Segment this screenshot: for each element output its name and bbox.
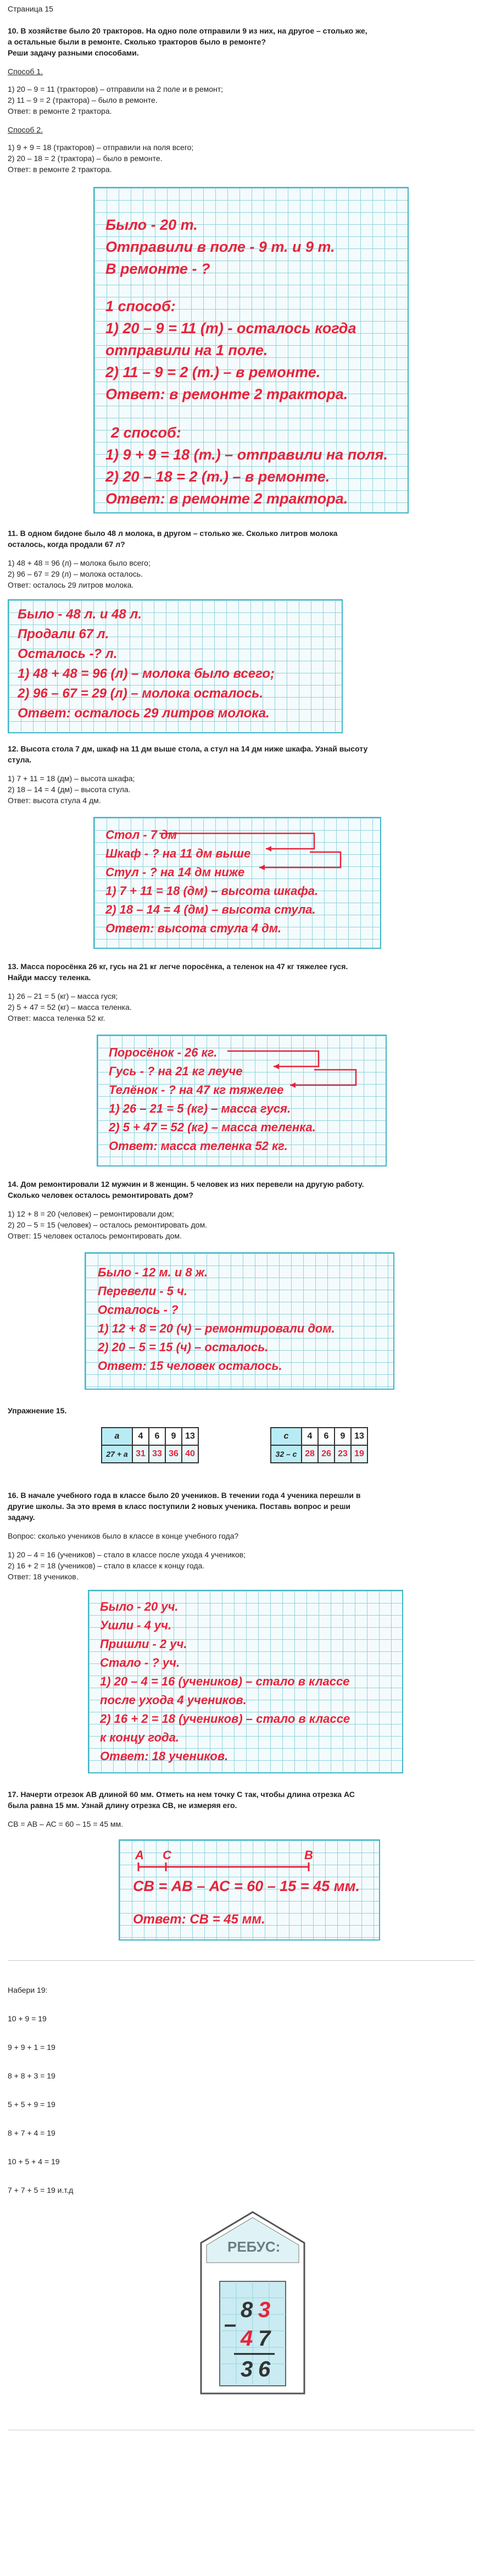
task17-notebook-grid: [119, 1839, 380, 1941]
task13-question-line1: 13. Масса поросёнка 26 кг, гусь на 21 кг легче поросёнка, а теленок на 47 кг тяжелее гуся.: [8, 962, 348, 971]
table-cell: 13: [351, 1428, 367, 1445]
task11-hw-line: Было - 48 л. и 48 л.: [18, 607, 142, 622]
table-answer-cell: 19: [351, 1445, 367, 1463]
rebus-title: РЕБУС:: [227, 2238, 281, 2255]
table-cell: 4: [132, 1428, 149, 1445]
extra-title: Набери 19:: [8, 1986, 48, 1994]
table-head-cell: c: [271, 1428, 302, 1445]
task14-hw-line: Осталось - ?: [98, 1303, 179, 1317]
task10-hw-line: 2 способ:: [111, 424, 181, 441]
exercise15-title: Упражнение 15.: [8, 1406, 67, 1415]
extra-line: 8 + 8 + 3 = 19: [8, 2071, 55, 2080]
exercise15-table-c: [270, 1427, 368, 1463]
task16-posed-question: Вопрос: сколько учеников было в классе в конце учебного года?: [8, 1532, 239, 1540]
task11-hw-line: 2) 96 – 67 = 29 (л) – молока осталось.: [18, 686, 264, 701]
task16-hw-line: к концу года.: [100, 1731, 179, 1744]
task12-question-line1: 12. Высота стола 7 дм, шкаф на 11 дм выше стола, а стул на 14 дм ниже шкафа. Узнай высоту: [8, 744, 368, 753]
task13-arrows: [98, 1036, 386, 1165]
task10-hw-line: 2) 11 – 9 = 2 (т.) – в ремонте.: [105, 364, 321, 380]
task16-hw-line: после ухода 4 учеников.: [100, 1693, 247, 1707]
point-b-label: В: [304, 1848, 313, 1862]
task16-answer: Ответ: 18 учеников.: [8, 1572, 79, 1581]
task10-method2-step1: 1) 9 + 9 = 18 (тракторов) – отправили на поля всего;: [8, 143, 194, 152]
task10-hw-line: Было - 20 т.: [105, 217, 198, 233]
task12-notebook-grid: [93, 817, 381, 949]
task10-notebook-grid: [93, 187, 409, 513]
task10-method1-title: Способ 1.: [8, 67, 43, 76]
task13-hw-line: 2) 5 + 47 = 52 (кг) – масса теленка.: [109, 1120, 316, 1134]
table-cell: 9: [335, 1428, 351, 1445]
rebus-digit-answer: 4: [241, 2326, 253, 2351]
task12-hw-line: 1) 7 + 11 = 18 (дм) – высота шкафа.: [105, 884, 319, 898]
task11-hw-line: Ответ: осталось 29 литров молока.: [18, 706, 270, 721]
task17-formula: СВ = АВ – АС = 60 – 15 = 45 мм.: [8, 1820, 124, 1828]
task10-method2-title: Способ 2.: [8, 125, 43, 134]
task10-hw-line: В ремонте - ?: [105, 261, 210, 277]
task16-hw-line: Ушли - 4 уч.: [100, 1618, 172, 1632]
table-cell: 6: [318, 1428, 335, 1445]
table-answer-cell: 26: [318, 1445, 335, 1463]
task16-question-line1: 16. В начале учебного года в классе было 20 учеников. В течении года 4 ученика перешли в: [8, 1491, 361, 1500]
task10-method1-answer: Ответ: в ремонте 2 трактора.: [8, 107, 112, 115]
task10-hw-line: Ответ: в ремонте 2 трактора.: [105, 386, 348, 402]
task13-notebook-grid: [97, 1035, 387, 1167]
task16-step1: 1) 20 – 4 = 16 (учеников) – стало в классе после ухода 4 учеников;: [8, 1550, 246, 1559]
rebus-digit-answer: 3: [258, 2298, 271, 2322]
extra-line: 10 + 5 + 4 = 19: [8, 2157, 60, 2166]
task10-hw-line: 1) 20 – 9 = 11 (т) - осталось когда: [105, 320, 356, 336]
table-answer-cell: 36: [165, 1445, 182, 1463]
task14-question-line1: 14. Дом ремонтировали 12 мужчин и 8 женщин. 5 человек из них перевели на другую работу.: [8, 1180, 364, 1189]
rebus-house: [198, 2210, 308, 2397]
task12-hw-line: Стол - 7 дм: [105, 828, 177, 842]
table-cell: 6: [149, 1428, 165, 1445]
table-row-label: 27 + a: [102, 1445, 132, 1463]
task16-question-line3: задачу.: [8, 1513, 35, 1522]
table-head-cell: a: [102, 1428, 132, 1445]
task13-hw-line: Гусь - ? на 21 кг леуче: [109, 1064, 243, 1078]
extra-line: 9 + 9 + 1 = 19: [8, 2043, 55, 2052]
task11-step2: 2) 96 – 67 = 29 (л) – молока осталось.: [8, 570, 143, 578]
task16-hw-line: 2) 16 + 2 = 18 (учеников) – стало в классе: [100, 1712, 350, 1726]
task12-question-line2: стула.: [8, 755, 32, 764]
rebus-digit: 8: [241, 2298, 253, 2322]
point-a-label: А: [135, 1848, 144, 1862]
table-answer-cell: 33: [149, 1445, 165, 1463]
task11-answer: Ответ: осталось 29 литров молока.: [8, 581, 134, 589]
task10-hw-line: 2) 20 – 18 = 2 (т.) – в ремонте.: [105, 468, 330, 485]
task13-question-line2: Найди массу теленка.: [8, 973, 91, 982]
task17-question-line1: 17. Начерти отрезок АВ длиной 60 мм. Отметь на нем точку С так, чтобы длина отрезка АС: [8, 1790, 355, 1799]
task16-hw-line: Ответ: 18 учеников.: [100, 1749, 229, 1763]
task12-step2: 2) 18 – 14 = 4 (дм) – высота стула.: [8, 785, 131, 794]
task16-hw-line: Было - 20 уч.: [100, 1600, 179, 1613]
task10-hw-line: 1) 9 + 9 = 18 (т.) – отправили на поля.: [105, 446, 388, 463]
task13-hw-line: Ответ: масса теленка 52 кг.: [109, 1139, 288, 1153]
table-answer-cell: 23: [335, 1445, 351, 1463]
task14-question-line2: Сколько человек осталось ремонтировать дом?: [8, 1191, 193, 1199]
task16-notebook-grid: [88, 1590, 403, 1773]
table-row-label: 32 – c: [271, 1445, 302, 1463]
task16-step2: 2) 16 + 2 = 18 (учеников) – стало в классе к концу года.: [8, 1561, 205, 1570]
task10-method2-step2: 2) 20 – 18 = 2 (трактора) – было в ремонте.: [8, 154, 163, 163]
task10-method2-answer: Ответ: в ремонте 2 трактора.: [8, 165, 112, 174]
extra-line: 5 + 5 + 9 = 19: [8, 2100, 55, 2109]
task14-hw-line: 2) 20 – 5 = 15 (ч) – осталось.: [98, 1340, 269, 1354]
task12-arrows: [94, 818, 380, 948]
task16-hw-line: Стало - ? уч.: [100, 1656, 180, 1670]
task10-question-line3: Реши задачу разными способами.: [8, 48, 139, 57]
task11-notebook-grid: [8, 599, 343, 733]
rebus-minus: –: [224, 2312, 237, 2336]
section-divider: [8, 1960, 475, 1961]
extra-line: 8 + 7 + 4 = 19: [8, 2129, 55, 2137]
task13-hw-line: 1) 26 – 21 = 5 (кг) – масса гуся.: [109, 1102, 291, 1115]
rebus-digit: 7: [258, 2326, 271, 2351]
task12-hw-line: Стул - ? на 14 дм ниже: [105, 865, 245, 879]
task12-answer: Ответ: высота стула 4 дм.: [8, 796, 101, 805]
task13-hw-line: Телёнок - ? на 47 кг тяжелее: [109, 1083, 284, 1097]
task11-step1: 1) 48 + 48 = 96 (л) – молока было всего;: [8, 559, 151, 567]
task16-hw-line: 1) 20 – 4 = 16 (учеников) – стало в классе: [100, 1674, 350, 1688]
task10-hw-line: Отправили в поле - 9 т. и 9 т.: [105, 239, 335, 255]
task13-hw-line: Поросёнок - 26 кг.: [109, 1046, 218, 1059]
task11-question-line2: осталось, когда продали 67 л?: [8, 540, 125, 549]
task14-step1: 1) 12 + 8 = 20 (человек) – ремонтировали дом;: [8, 1209, 174, 1218]
extra-line: 10 + 9 = 19: [8, 2014, 47, 2023]
task11-question-line1: 11. В одном бидоне было 48 л молока, в другом – столько же. Сколько литров молока: [8, 529, 338, 538]
table-cell: 13: [182, 1428, 198, 1445]
task10-method1-step1: 1) 20 – 9 = 11 (тракторов) – отправили на 2 поле и в ремонт;: [8, 85, 224, 93]
task16-question-line2: другие школы. За это время в класс поступили 2 новых ученика. Поставь вопрос и реши: [8, 1502, 350, 1511]
task16-hw-line: Пришли - 2 уч.: [100, 1637, 187, 1651]
rebus-digit: 3: [241, 2357, 253, 2381]
task14-hw-line: Ответ: 15 человек осталось.: [98, 1359, 282, 1373]
table-answer-cell: 31: [132, 1445, 149, 1463]
task13-step1: 1) 26 – 21 = 5 (кг) – масса гуся;: [8, 992, 118, 1000]
extra-line: 7 + 7 + 5 = 19 и.т.д: [8, 2186, 74, 2194]
task12-hw-line: Шкаф - ? на 11 дм выше: [105, 847, 251, 860]
table-answer-cell: 28: [302, 1445, 318, 1463]
task13-step2: 2) 5 + 47 = 52 (кг) – масса теленка.: [8, 1003, 132, 1011]
rebus-digit: 6: [258, 2357, 271, 2381]
task10-method1-step2: 2) 11 – 9 = 2 (трактора) – было в ремонте.: [8, 96, 158, 104]
page-title: Страница 15: [8, 4, 53, 13]
table-cell: 9: [165, 1428, 182, 1445]
exercise15-table-a: [101, 1427, 199, 1463]
table-cell: 4: [302, 1428, 318, 1445]
task12-step1: 1) 7 + 11 = 18 (дм) – высота шкафа;: [8, 774, 135, 783]
task17-question-line2: была равна 15 мм. Узнай длину отрезка СВ, не измеряя его.: [8, 1801, 237, 1810]
task11-hw-line: Продали 67 л.: [18, 627, 109, 642]
task14-hw-line: Было - 12 м. и 8 ж.: [98, 1265, 208, 1279]
task14-hw-line: Перевели - 5 ч.: [98, 1284, 187, 1298]
task17-hw-line: Ответ: СВ = 45 мм.: [133, 1912, 265, 1927]
task14-step2: 2) 20 – 5 = 15 (человек) – осталось ремонтировать дом.: [8, 1220, 207, 1229]
point-c-label: С: [163, 1848, 171, 1862]
task10-question-line1: 10. В хозяйстве было 20 тракторов. На одно поле отправили 9 из них, на другое – столько же,: [8, 26, 367, 35]
table-answer-cell: 40: [182, 1445, 198, 1463]
task10-hw-line: Ответ: в ремонте 2 трактора.: [105, 490, 348, 507]
task14-hw-line: 1) 12 + 8 = 20 (ч) – ремонтировали дом.: [98, 1322, 335, 1335]
task10-hw-line: отправили на 1 поле.: [105, 342, 268, 358]
task11-hw-line: 1) 48 + 48 = 96 (л) – молока было всего;: [18, 666, 275, 681]
task12-hw-line: 2) 18 – 14 = 4 (дм) – высота стула.: [105, 903, 316, 916]
task14-answer: Ответ: 15 человек осталось ремонтировать дом.: [8, 1231, 182, 1240]
task10-hw-line: 1 способ:: [105, 298, 176, 314]
task12-hw-line: Ответ: высота стула 4 дм.: [105, 921, 282, 935]
task14-notebook-grid: [85, 1252, 394, 1390]
task11-hw-line: Осталось -? л.: [18, 646, 118, 661]
task10-question-line2: а остальные были в ремонте. Сколько тракторов было в ремонте?: [8, 37, 266, 46]
task13-answer: Ответ: масса теленка 52 кг.: [8, 1014, 105, 1022]
task17-hw-line: СВ = АВ – АС = 60 – 15 = 45 мм.: [133, 1878, 360, 1894]
